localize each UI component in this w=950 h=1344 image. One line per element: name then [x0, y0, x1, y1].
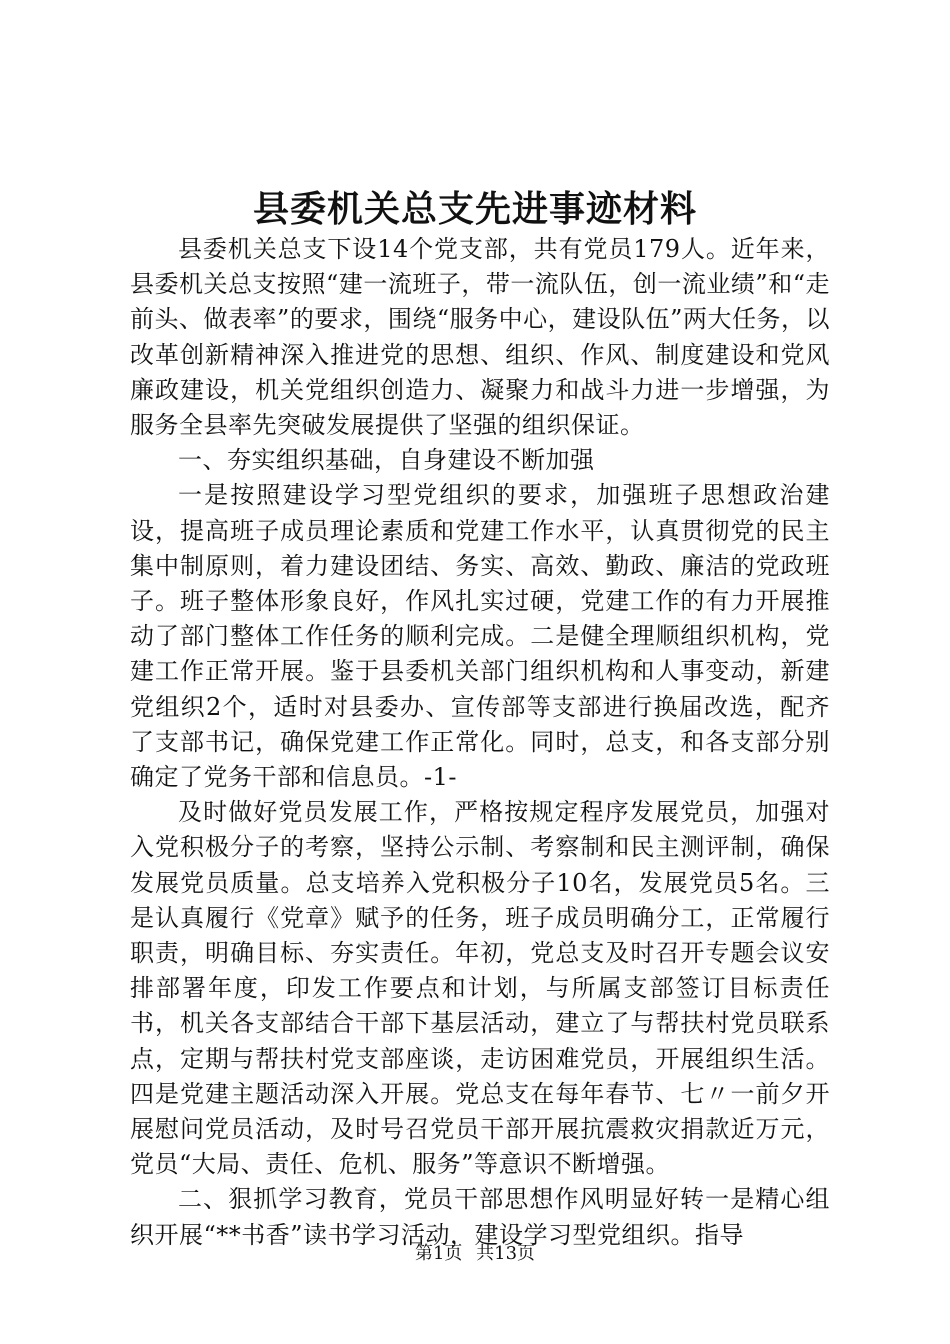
- page-total: 共13页: [476, 1243, 536, 1264]
- document-title: 县委机关总支先进事迹材料: [252, 188, 697, 230]
- section-heading-1: 一、夯实组织基础，自身建设不断加强: [178, 446, 595, 475]
- paragraph-intro: 县委机关总支下设14个党支部，共有党员179人。近年来，县委机关总支按照“建一流班子，带一流队伍，创一流业绩”和“走前头、做表率”的要求，围绕“服务中心，建设队伍”两大任务，以改革创新精神深入推进党的思想、组织、作风、制度建设和党风廉政建设，机关党组织创造力、凝聚力和战斗力进一步增强，为服务全县率先突破发展提供了坚强的组织保证。: [130, 235, 830, 440]
- page-number: 第1页: [414, 1243, 463, 1264]
- paragraph-section-1-continued: 及时做好党员发展工作，严格按规定程序发展党员，加强对入党积极分子的考察，坚持公示制、考察制和民主测评制，确保发展党员质量。总支培养入党积极分子10名，发展党员5名。三是认真履行《党章》赋予的任务，班子成员明确分工，正常履行职责，明确目标、夯实责任。年初，党总支及时召开专题会议安排部署年度，印发工作要点和计划，与所属支部签订目标责任书，机关各支部结合干部下基层活动，建立了与帮扶村党员联系点，定期与帮扶村党支部座谈，走访困难党员，开展组织生活。四是党建主题活动深入开展。党总支在每年春节、七〃一前夕开展慰问党员活动，及时号召党员干部开展抗震救灾捐款近万元，党员“大局、责任、危机、服务”等意识不断增强。: [130, 798, 830, 1179]
- section-heading-2: 二、狠抓学习教育，党员干部思想作风明显好转一是精心组织开展“**书香”读书学习活动，建设学习型党组织。指导: [130, 1185, 830, 1249]
- page-footer: [0, 1242, 950, 1266]
- document-body: [130, 232, 830, 1253]
- paragraph-section-1: 一是按照建设学习型党组织的要求，加强班子思想政治建设，提高班子成员理论素质和党建工作水平，认真贯彻党的民主集中制原则，着力建设团结、务实、高效、勤政、廉洁的党政班子。班子整体形象良好，作风扎实过硬，党建工作的有力开展推动了部门整体工作任务的顺利完成。二是健全理顺组织机构，党建工作正常开展。鉴于县委机关部门组织机构和人事变动，新建党组织2个，适时对县委办、宣传部等支部进行换届改选，配齐了支部书记，确保党建工作正常化。同时，总支，和各支部分别确定了党务干部和信息员。-1-: [130, 481, 830, 792]
